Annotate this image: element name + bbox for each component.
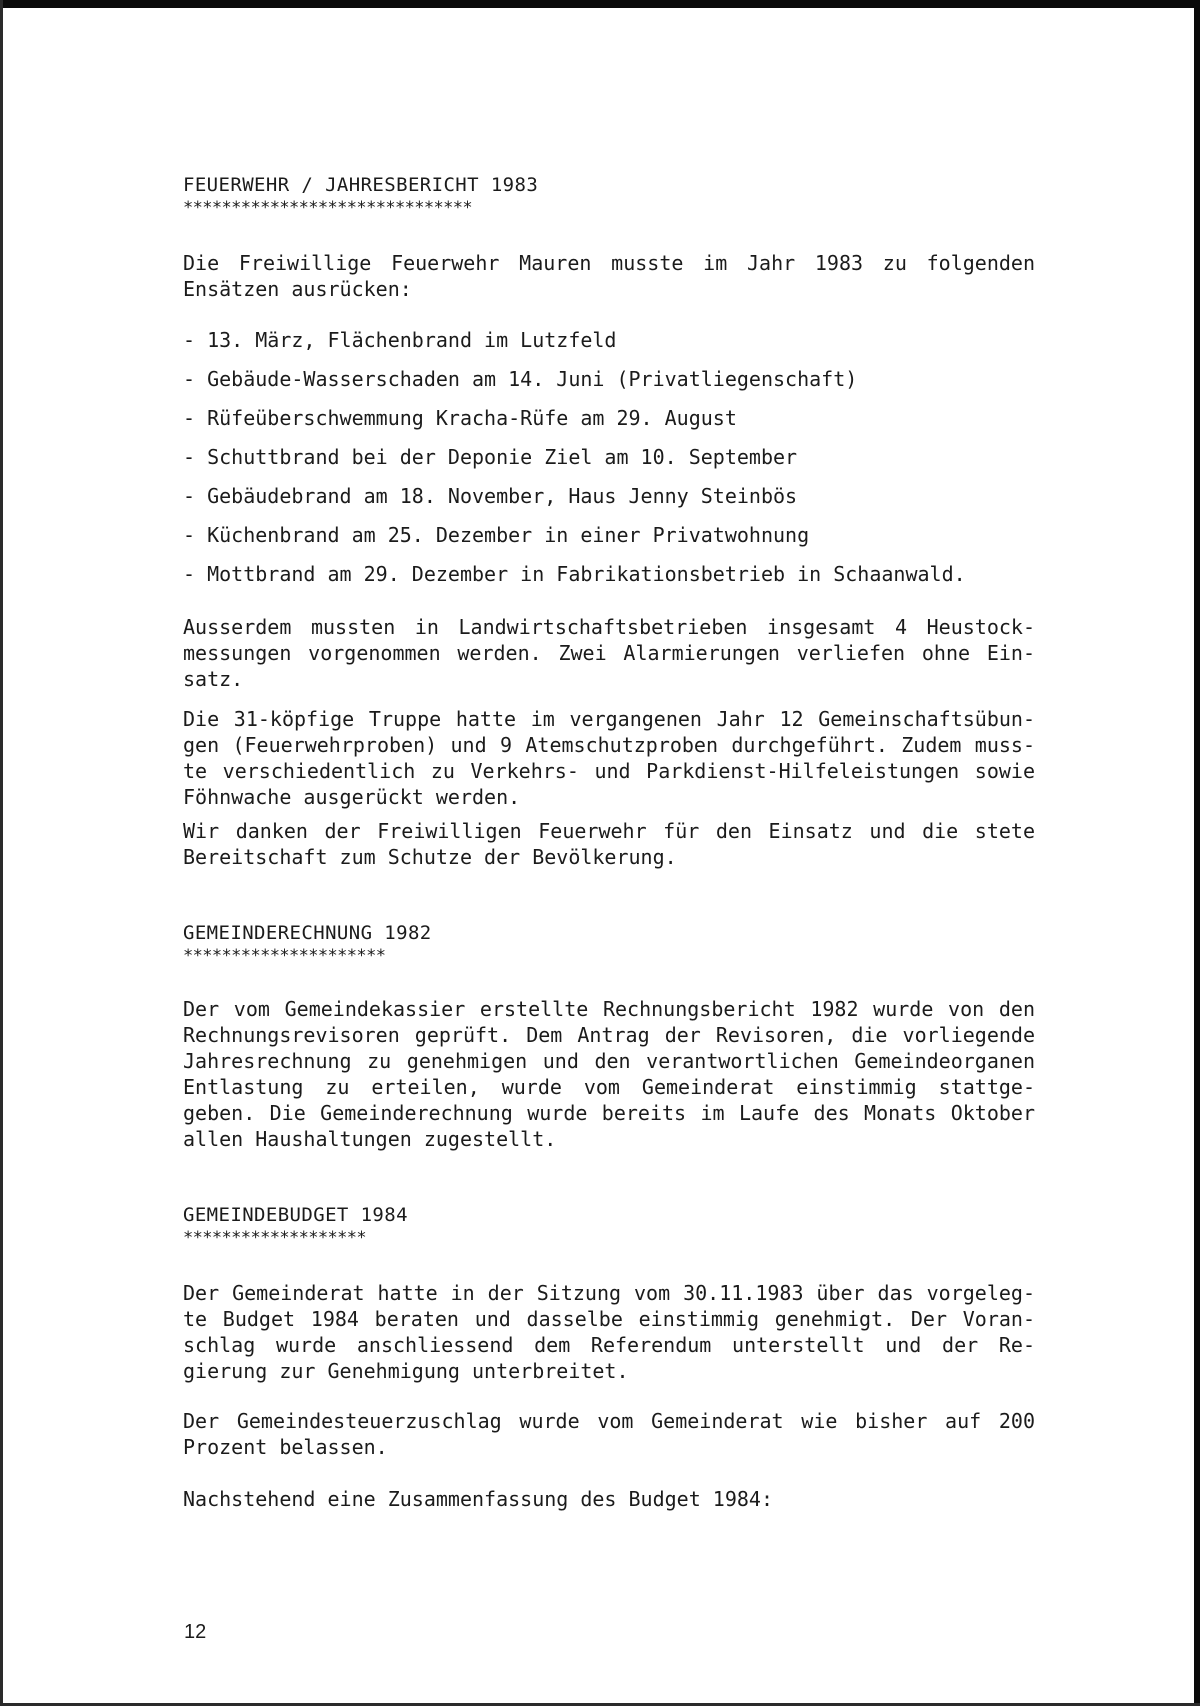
feuerwehr-paragraph-heustock: Ausserdem mussten in Landwirtschaftsbetrieben insgesamt 4 Heustock-messungen vorgenommen werden. Zwei Alarmierungen verliefen ohne Ein-satz. (183, 615, 1035, 691)
list-item: - Gebäude-Wasserschaden am 14. Juni (Privatliegenschaft) (183, 367, 858, 391)
page-number: 12 (184, 1621, 207, 1643)
heading-underline-stars: ****************************** (183, 198, 473, 218)
feuerwehr-intro-paragraph: Die Freiwillige Feuerwehr Mauren musste im Jahr 1983 zu folgenden Ensätzen ausrücken: (183, 251, 1035, 301)
gemeindebudget-paragraph-sitzung: Der Gemeinderat hatte in der Sitzung vom 30.11.1983 über das vorgeleg-te Budget 1984 beraten und dasselbe einstimmig genehmigt. Der Voran-schlag wurde anschliessend dem Referendum unterstellt und der Re-gierung zur Genehmigung unterbreitet. (183, 1281, 1035, 1383)
gemeindebudget-paragraph-zusammenfassung: Nachstehend eine Zusammenfassung des Budget 1984: (183, 1487, 774, 1511)
gemeindebudget-paragraph-steuerzuschlag: Der Gemeindesteuerzuschlag wurde vom Gemeinderat wie bisher auf 200 Prozent belassen. (183, 1409, 1035, 1459)
feuerwehr-paragraph-truppe: Die 31-köpfige Truppe hatte im vergangenen Jahr 12 Gemeinschaftsübun-gen (Feuerwehrproben) und 9 Atemschutzproben durchgeführt. Zudem muss-te verschiedentlich zu Verkehrs- und Parkdienst-Hilfeleistungen sowie Föhnwache ausgerückt werden. (183, 707, 1035, 809)
section-heading-feuerwehr: FEUERWEHR / JAHRESBERICHT 1983 (183, 174, 539, 196)
gemeinderechnung-paragraph: Der vom Gemeindekassier erstellte Rechnungsbericht 1982 wurde von den Rechnungsrevisoren geprüft. Dem Antrag der Revisoren, die vorliegende Jahresrechnung zu genehmigen und den verantwortlichen Gemeindeorganen Entlastung zu erteilen, wurde vom Gemeinderat einstimmig stattge-geben. Die Gemeinderechnung wurde bereits im Laufe des Monats Oktober allen Haushaltungen zugestellt. (183, 997, 1035, 1151)
section-heading-gemeindebudget: GEMEINDEBUDGET 1984 (183, 1204, 408, 1226)
list-item: - Rüfeüberschwemmung Kracha-Rüfe am 29. August (183, 406, 737, 430)
heading-underline-stars: ******************* (183, 1228, 367, 1248)
list-item: - Gebäudebrand am 18. November, Haus Jenny Steinbös (183, 484, 798, 508)
feuerwehr-paragraph-dank: Wir danken der Freiwilligen Feuerwehr für den Einsatz und die stete Bereitschaft zum Schutze der Bevölkerung. (183, 819, 1035, 869)
list-item: - 13. März, Flächenbrand im Lutzfeld (183, 328, 617, 352)
section-heading-gemeinderechnung: GEMEINDERECHNUNG 1982 (183, 922, 432, 944)
list-item: - Mottbrand am 29. Dezember in Fabrikationsbetrieb in Schaanwald. (183, 562, 966, 586)
list-item: - Küchenbrand am 25. Dezember in einer Privatwohnung (183, 523, 810, 547)
heading-underline-stars: ********************* (183, 946, 386, 966)
list-item: - Schuttbrand bei der Deponie Ziel am 10. September (183, 445, 798, 469)
